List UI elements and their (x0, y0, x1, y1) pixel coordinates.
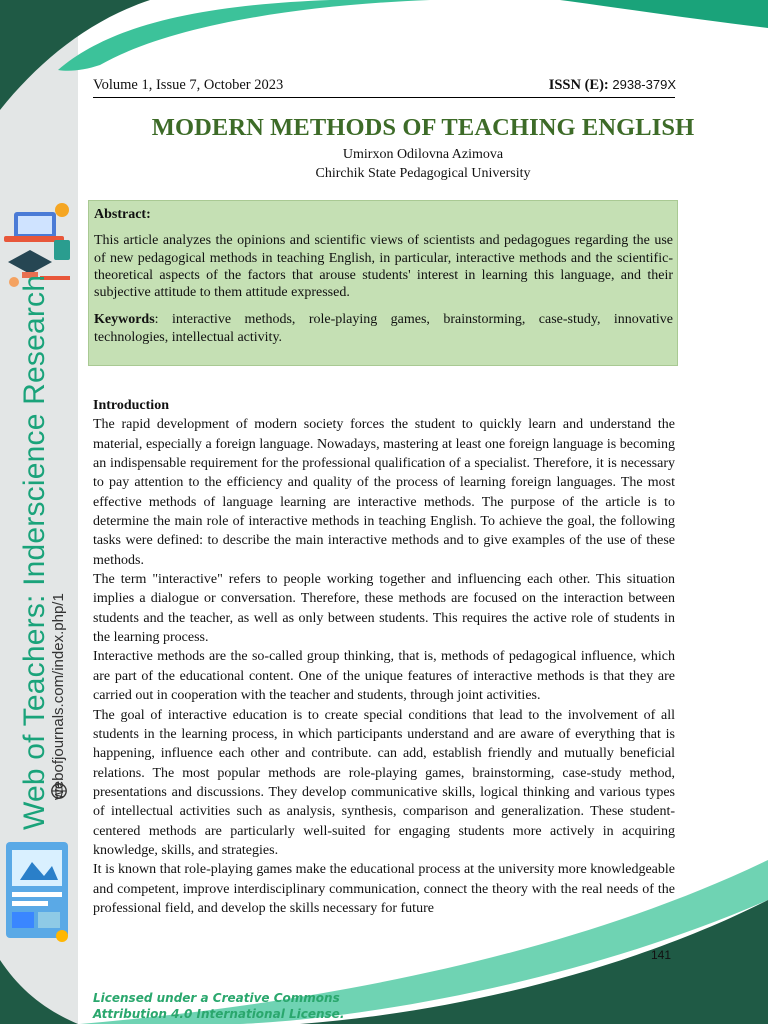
abstract-heading: Abstract: (94, 207, 151, 222)
volume-info: Volume 1, Issue 7, October 2023 (93, 77, 284, 93)
page-number: 141 (651, 948, 672, 962)
body-paragraph: The goal of interactive education is to create special conditions that lead to the involvement of all students in the learning process, in which participants understand and are aware of everything that is happening, influence each other and contribute. can add, establish friendly and mutually beneficial relations. The most popular methods are role-playing games, brainstorming, case-study method, presentations and discussions. They develop communicative skills, logical thinking and various types of intellectual activities such as analysis, synthesis, comparison and generalization. These student-centered methods are particularly well-suited for engaging students more actively in acquiring knowledge, skills, and strategies. (93, 707, 675, 858)
keywords-text: : interactive methods, role-playing games, brainstorming, case-study, innovative technologies, intellectual activity. (94, 312, 673, 345)
keywords (94, 311, 673, 346)
education-illustration-bottom (6, 842, 68, 942)
license-line-2: Attribution 4.0 International License. (93, 1007, 345, 1021)
body-paragraph: Interactive methods are the so-called group thinking, that is, methods of pedagogical influence, which are part of the educational content. One of the unique features of interactive methods is that they are carried out in cooperation with the teacher and students, through joint activities. (93, 649, 675, 704)
author-affiliation: Chirchik State Pedagogical University (315, 166, 531, 181)
license-notice[interactable] (93, 990, 344, 1022)
section-heading: Introduction (93, 398, 169, 413)
license-line-1: Licensed under a Creative Commons (93, 991, 340, 1005)
bottom-left-dark (0, 960, 78, 1024)
article-title: MODERN METHODS OF TEACHING ENGLISH (151, 114, 695, 141)
body-paragraph: The term "interactive" refers to people working together and influencing each other. This situation implies a dialogue or conversation. Therefore, these methods are focused on the interaction between students and the teacher, as well as only between students. This requires the active role of students in the learning process. (93, 572, 675, 646)
journal-url[interactable]: webofjournals.com/index.php/1 (50, 593, 67, 800)
top-right-corner (560, 0, 768, 28)
keywords-label: Keywords (94, 312, 155, 328)
author-name: Umirxon Odilovna Azimova (342, 147, 504, 162)
abstract-text: This article analyzes the opinions and scientific views of scientists and pedagogues regarding the use of new pedagogical methods in teaching English, in particular, interactive methods and the scientific-theoretical aspects of the factors that arouse students' interest in learning this language, and their subjective attitude to them attitude expressed. (94, 233, 673, 301)
issn-label: ISSN (E): (548, 77, 609, 93)
abstract-box (88, 200, 678, 366)
journal-vertical-title: Web of Teachers: Inderscience Research (18, 274, 51, 830)
body-paragraph: It is known that role-playing games make the educational process at the university more knowledgeable and competent, improve interdisciplinary communication, connect the theory with the real needs of the professional field, and develop the skills necessary for future (93, 862, 675, 916)
issn-value: 2938-379X (612, 77, 676, 92)
header-rule (93, 97, 675, 98)
article-body (93, 396, 675, 918)
body-paragraph: The rapid development of modern society forces the student to quickly learn and understand the material, especially a foreign language. Nowadays, mastering at least one foreign language is becoming an indispensable requirement for the professional qualification of a specialist. Therefore, it is necessary to pay attention to the efficiency and quality of the process of learning foreign languages. The most effective methods of language learning are interactive methods. The purpose of the article is to determine the main role of interactive methods in teaching English. To achieve the goal, the following tasks were defined: to describe the main interactive methods and to give examples of the use of these methods. (93, 417, 675, 568)
issn (549, 77, 676, 94)
